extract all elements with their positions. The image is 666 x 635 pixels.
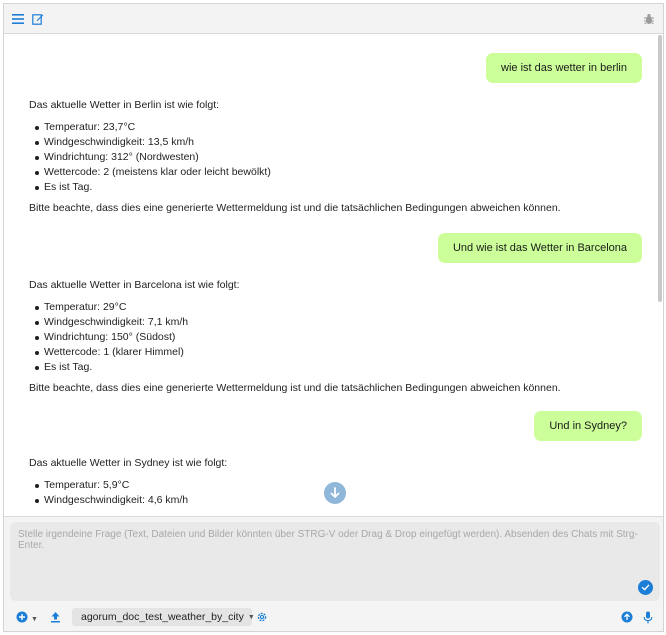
list-item: Windgeschwindigkeit: 4,6 km/h — [29, 493, 629, 508]
tool-select[interactable] — [72, 608, 255, 626]
chevron-down-icon: ▼ — [247, 613, 255, 621]
check-icon — [641, 583, 650, 592]
user-message: Und wie ist das Wetter in Barcelona — [438, 233, 642, 263]
chevron-down-icon[interactable]: ▼ — [31, 615, 38, 623]
list-item: Windgeschwindigkeit: 13,5 km/h — [29, 135, 629, 150]
arrow-up-circle-icon — [621, 611, 633, 623]
composer-actions — [4, 605, 663, 629]
list-item: Windgeschwindigkeit: 7,1 km/h — [29, 315, 629, 330]
bug-icon[interactable] — [641, 11, 657, 27]
assistant-message — [29, 278, 629, 396]
weather-list — [29, 300, 629, 375]
assistant-message — [29, 98, 629, 216]
list-item: Windrichtung: 312° (Nordwesten) — [29, 150, 629, 165]
upload-button[interactable] — [50, 609, 61, 625]
message-input[interactable] — [10, 522, 660, 601]
add-button[interactable] — [16, 609, 28, 625]
user-message: wie ist das wetter in berlin — [486, 53, 642, 83]
settings-button[interactable] — [256, 609, 268, 625]
hamburger-menu-icon[interactable] — [10, 11, 26, 27]
scroll-up-button[interactable] — [621, 609, 633, 625]
send-button[interactable] — [638, 580, 653, 595]
weather-list — [29, 120, 629, 195]
list-item: Windrichtung: 150° (Südost) — [29, 330, 629, 345]
chat-history[interactable] — [4, 35, 663, 516]
tool-select-label: agorum_doc_test_weather_by_city — [81, 611, 244, 623]
list-item: Es ist Tag. — [29, 180, 629, 195]
reply-intro: Das aktuelle Wetter in Sydney ist wie folgt: — [29, 457, 228, 469]
user-message: Und in Sydney? — [534, 411, 642, 441]
reply-disclaimer: Bitte beachte, dass dies eine generierte Wettermeldung ist und die tatsächlichen Bedingungen abweichen können. — [29, 202, 561, 214]
upload-icon — [50, 611, 61, 623]
edit-note-icon[interactable] — [30, 11, 46, 27]
reply-intro: Das aktuelle Wetter in Barcelona ist wie folgt: — [29, 279, 240, 291]
list-item: Wettercode: 2 (meistens klar oder leicht bewölkt) — [29, 165, 629, 180]
reply-intro: Das aktuelle Wetter in Berlin ist wie folgt: — [29, 99, 220, 111]
list-item: Temperatur: 5,9°C — [29, 478, 629, 493]
top-toolbar — [4, 4, 663, 34]
list-item: Temperatur: 29°C — [29, 300, 629, 315]
composer — [4, 516, 663, 631]
chat-scrollbar[interactable] — [658, 35, 662, 302]
list-item: Temperatur: 23,7°C — [29, 120, 629, 135]
reply-disclaimer: Bitte beachte, dass dies eine generierte Wettermeldung ist und die tatsächlichen Bedingungen abweichen können. — [29, 382, 561, 394]
arrow-down-icon — [329, 487, 341, 499]
list-item: Es ist Tag. — [29, 360, 629, 375]
gear-icon — [256, 611, 268, 623]
microphone-button[interactable] — [643, 609, 653, 625]
microphone-icon — [643, 611, 653, 624]
message-input-container — [10, 522, 660, 601]
scroll-to-bottom-button[interactable] — [324, 482, 346, 504]
list-item: Wettercode: 1 (klarer Himmel) — [29, 345, 629, 360]
chat-window — [3, 3, 664, 632]
plus-circle-icon — [16, 611, 28, 623]
